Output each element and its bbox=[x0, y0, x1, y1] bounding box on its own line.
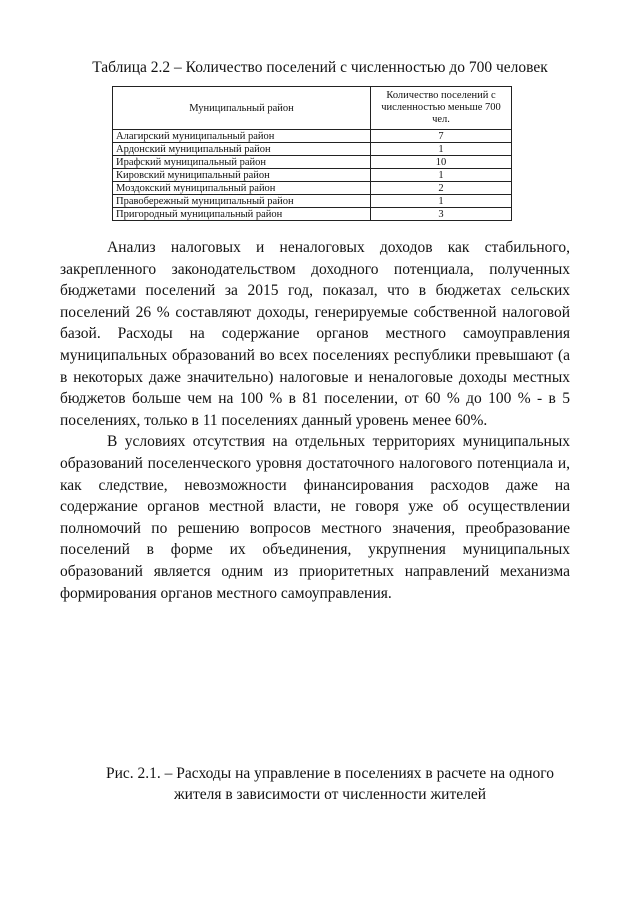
count-cell: 10 bbox=[371, 156, 512, 169]
table-row bbox=[113, 143, 512, 156]
district-cell: Алагирский муниципальный район bbox=[113, 130, 371, 143]
body-text bbox=[60, 237, 570, 604]
table-row bbox=[113, 208, 512, 221]
district-cell: Ирафский муниципальный район bbox=[113, 156, 371, 169]
table-row bbox=[113, 182, 512, 195]
count-cell: 1 bbox=[371, 195, 512, 208]
district-cell: Ардонский муниципальный район bbox=[113, 143, 371, 156]
header-district: Муниципальный район bbox=[113, 87, 371, 130]
table-row bbox=[113, 195, 512, 208]
settlements-table bbox=[112, 86, 512, 221]
count-cell: 3 bbox=[371, 208, 512, 221]
header-count: Количество поселений с численностью меньше 700 чел. bbox=[371, 87, 512, 130]
table-row bbox=[113, 130, 512, 143]
table-caption: Таблица 2.2 – Количество поселений с численностью до 700 человек bbox=[92, 59, 548, 76]
count-cell: 1 bbox=[371, 169, 512, 182]
paragraph: Анализ налоговых и неналоговых доходов как стабильного, закрепленного законодательством доходного потенциала, полученных бюджетами поселений за 2015 год, показал, что в бюджетах сельских поселений 26 % составляют доходы, генерируемые собственной налоговой базой. Расходы на содержание органов местного самоуправления муниципальных образований во всех поселениях республики превышают (а в некоторых даже значительно) налоговые и неналоговые доходы местных бюджетов больше чем на 100 % в 81 поселении, от 60 % до 100 % - в 5 поселениях, только в 11 поселениях данный уровень менее 60%. bbox=[60, 239, 570, 429]
district-cell: Правобережный муниципальный район bbox=[113, 195, 371, 208]
paragraph: В условиях отсутствия на отдельных территориях муниципальных образований поселенческого уровня достаточного налогового потенциала и, как следствие, невозможности финансирования расходов даже на содержание органов местной власти, не говоря уже об осуществлении полномочий по решению вопросов местного значения, преобразование поселений в форме их объединения, укрупнения муниципальных образований является одним из приоритетных направлений механизма формирования органов местного самоуправления. bbox=[60, 433, 570, 602]
table-header-row bbox=[113, 87, 512, 130]
table-row bbox=[113, 169, 512, 182]
count-cell: 7 bbox=[371, 130, 512, 143]
count-cell: 1 bbox=[371, 143, 512, 156]
district-cell: Кировский муниципальный район bbox=[113, 169, 371, 182]
district-cell: Моздокский муниципальный район bbox=[113, 182, 371, 195]
district-cell: Пригородный муниципальный район bbox=[113, 208, 371, 221]
figure-caption: Рис. 2.1. – Расходы на управление в поселениях в расчете на одного жителя в зависимости от численности жителей bbox=[105, 765, 555, 803]
table-row bbox=[113, 156, 512, 169]
count-cell: 2 bbox=[371, 182, 512, 195]
